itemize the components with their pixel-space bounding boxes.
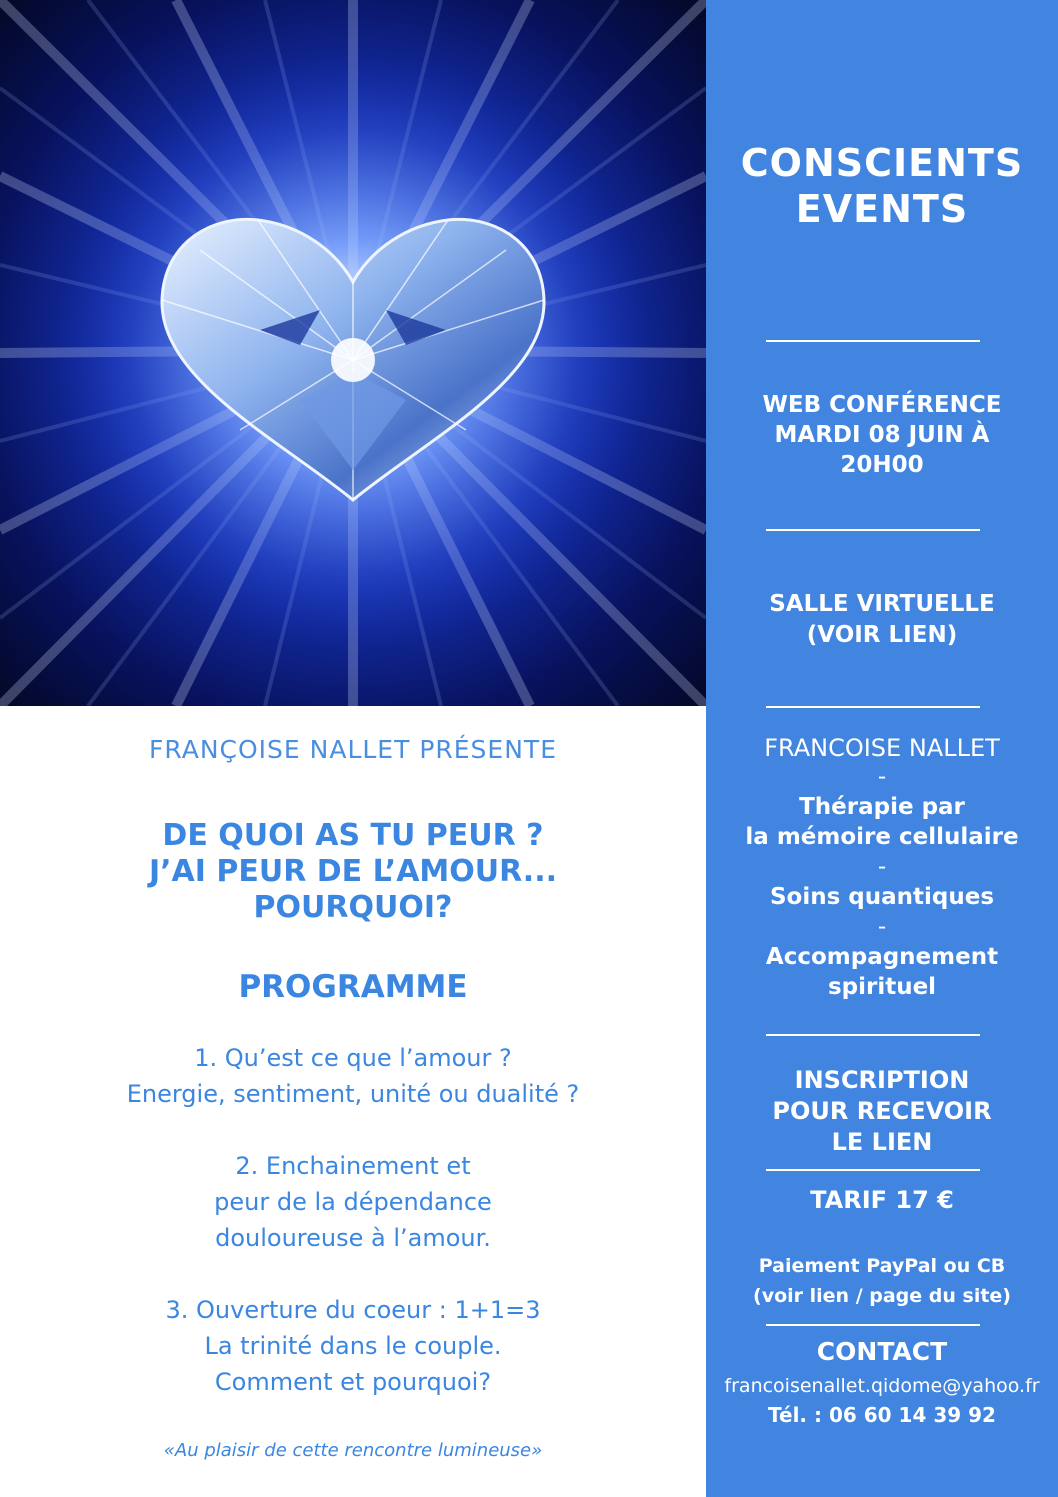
program-item-line: 1. Qu’est ce que l’amour ? — [194, 1044, 512, 1072]
venue-line-2: (VOIR LIEN) — [806, 622, 958, 648]
payment-line-1: Paiement PayPal ou CB — [758, 1255, 1006, 1277]
program-item-line: 2. Enchainement et — [235, 1152, 471, 1180]
program-heading: PROGRAMME — [238, 969, 468, 1005]
conference-title — [0, 818, 706, 926]
event-type: WEB CONFÉRENCE — [762, 392, 1002, 418]
service-2: Soins quantiques — [769, 884, 995, 910]
venue-info — [706, 589, 1058, 651]
info-sidebar — [706, 0, 1058, 1497]
service-3-line-1: Accompagnement — [765, 944, 999, 970]
separator: - — [877, 854, 887, 880]
program-item — [0, 1148, 706, 1256]
program-item-line: La trinité dans le couple. — [204, 1332, 502, 1360]
event-info — [724, 390, 1040, 480]
hero-image — [0, 0, 706, 706]
services-list — [706, 762, 1058, 1002]
signup-line-1: INSCRIPTION — [794, 1066, 970, 1094]
program-item-line: Comment et pourquoi? — [214, 1368, 492, 1396]
program-item — [0, 1040, 706, 1112]
price: TARIF 17 € — [810, 1186, 954, 1214]
payment-line-2: (voir lien / page du site) — [753, 1285, 1011, 1307]
program-item-line: Energie, sentiment, unité ou dualité ? — [126, 1080, 580, 1108]
event-date: MARDI 08 JUIN À — [774, 422, 990, 448]
payment-info — [706, 1251, 1058, 1311]
title-line-3: POURQUOI? — [253, 890, 453, 925]
signup-line-3: LE LIEN — [831, 1128, 933, 1156]
event-time: 20H00 — [840, 452, 924, 478]
title-line-2: J’AI PEUR DE L’AMOUR... — [148, 854, 557, 889]
divider — [766, 1324, 980, 1326]
divider — [766, 340, 980, 342]
separator: - — [877, 914, 887, 940]
presenter-line: FRANÇOISE NALLET PRÉSENTE — [148, 735, 557, 764]
contact-phone[interactable]: Tél. : 06 60 14 39 92 — [768, 1403, 996, 1427]
brand-line-1: CONSCIENTS — [740, 141, 1024, 185]
brand-line-2: EVENTS — [795, 187, 969, 231]
service-1-line-1: Thérapie par — [799, 794, 965, 820]
program-item-line: 3. Ouverture du coeur : 1+1=3 — [165, 1296, 541, 1324]
program-item-line: douloureuse à l’amour. — [215, 1224, 491, 1252]
divider — [766, 529, 980, 531]
service-3-line-2: spirituel — [827, 974, 937, 1000]
separator: - — [877, 764, 887, 790]
signup-info — [706, 1065, 1058, 1158]
program-item-line: peur de la dépendance — [214, 1188, 492, 1216]
contact-heading: CONTACT — [816, 1337, 948, 1366]
divider — [766, 1169, 980, 1171]
divider — [766, 1034, 980, 1036]
title-line-1: DE QUOI AS TU PEUR ? — [162, 818, 544, 853]
program-item — [0, 1292, 706, 1400]
diamond-heart-icon — [0, 0, 706, 706]
service-1-line-2: la mémoire cellulaire — [745, 824, 1019, 850]
divider — [766, 706, 980, 708]
signup-line-2: POUR RECEVOIR — [772, 1097, 992, 1125]
program-list — [0, 1040, 706, 1436]
practitioner-name: FRANCOISE NALLET — [764, 734, 1000, 762]
contact-email[interactable]: francoisenallet.qidome@yahoo.fr — [724, 1375, 1040, 1397]
venue-line-1: SALLE VIRTUELLE — [769, 591, 995, 617]
closing-quote: «Au plaisir de cette rencontre lumineuse» — [163, 1440, 543, 1461]
brand-title — [706, 140, 1058, 232]
